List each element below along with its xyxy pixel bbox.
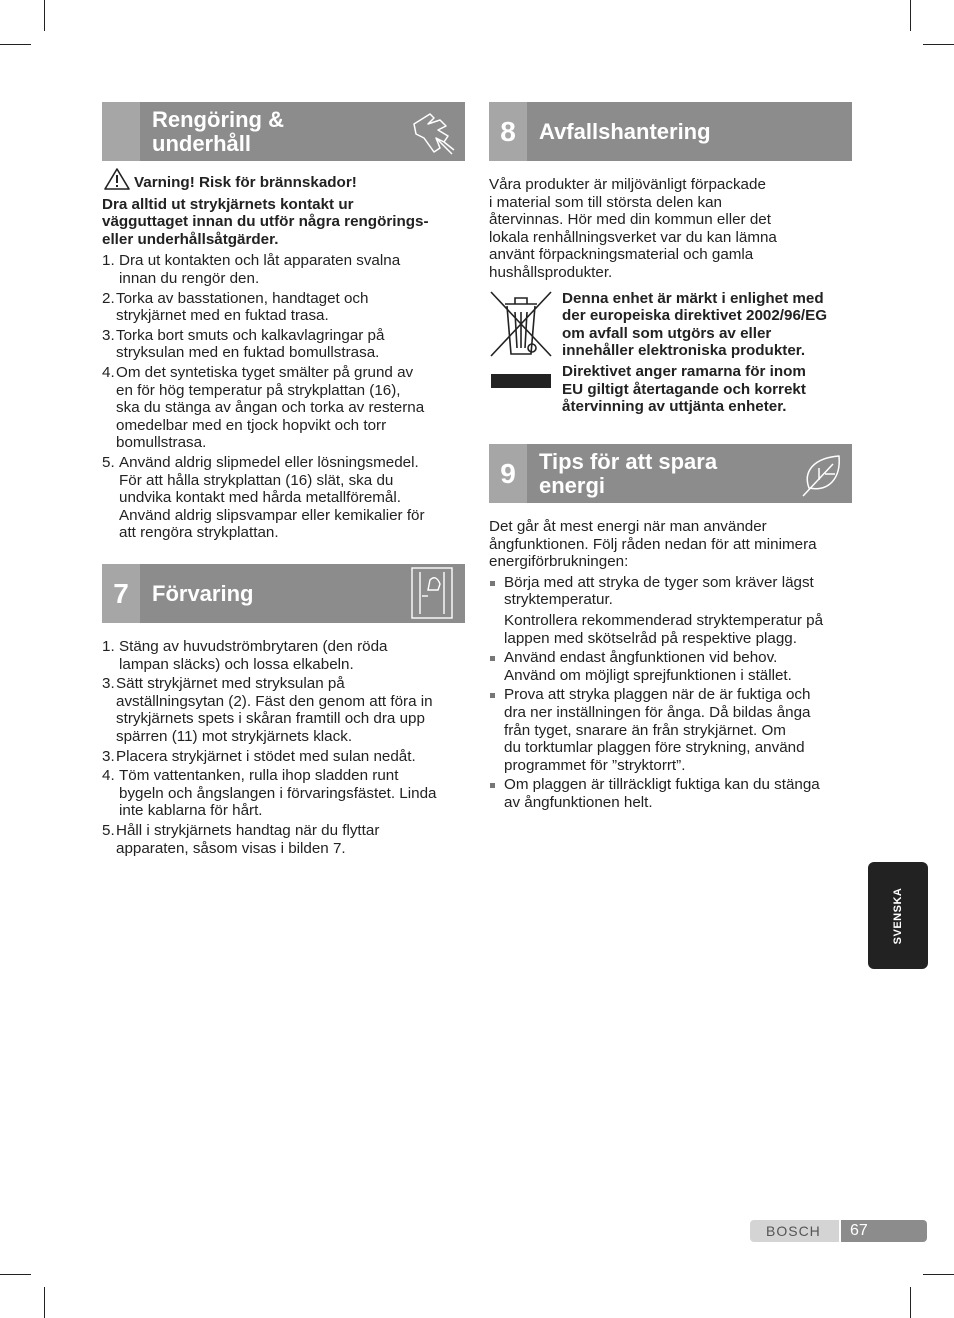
list-item: 3. Sätt strykjärnet med stryksulan på avställningsytan (2). Fäst den genom att föra in strykjärnets spets i skåran framtill och dra upp spärren (11) mot strykjärnets klack. (102, 675, 433, 745)
crossed-bin-icon (489, 290, 553, 394)
weee-block (489, 290, 854, 415)
section-number-blank (102, 102, 140, 161)
warning-triangle-icon (104, 168, 130, 190)
footer-brand-box (750, 1220, 839, 1242)
list-item: 2. Torka av basstationen, handtaget och strykjärnet med en fuktad trasa. (102, 289, 369, 325)
warning-line (102, 174, 467, 192)
list-item: Använd endast ångfunktionen vid behov. Använd om möjligt sprejfunktionen i stället. (489, 649, 855, 684)
list-item: 4. Om det syntetiska tyget smälter på grund av en för hög temperatur på strykplattan (16), ska du stänga av ångan och torka av resterna omedelbar med en tjock hopvikt och torr bomullstrasa. (102, 363, 425, 452)
section-title: Avfallshantering (539, 119, 711, 144)
crop-mark (0, 44, 31, 45)
disposal-content (489, 176, 854, 415)
section-number: 7 (102, 564, 140, 623)
hand-cleaning-icon (408, 108, 458, 158)
list-item: 3. Placera strykjärnet i stödet med sulan nedåt. (102, 747, 416, 765)
section-title: Rengöring & underhåll (152, 107, 284, 156)
crop-mark (910, 1287, 911, 1318)
energy-content (489, 518, 855, 814)
section-number: 9 (489, 444, 527, 503)
crop-mark (923, 44, 954, 45)
crop-mark (910, 0, 911, 31)
language-tab (868, 862, 928, 969)
energy-tips (489, 574, 855, 812)
disposal-intro: Våra produkter är miljövänligt förpackade i material som till största delen kan återvinnas. Hör med din kommun eller det lokala renhållningsverket var du kan lämna använt förpackningsmaterial och gamla hushållsprodukter. (489, 176, 777, 281)
crop-mark (923, 1274, 954, 1275)
section-header-disposal (489, 102, 852, 161)
section-header-cleaning (102, 102, 465, 161)
list-item: Prova att stryka plaggen när de är fuktiga och dra ner inställningen för ånga. Då bildas ånga från tyget, snarare än från strykjärnet. Om du torktumlar plaggen före strykning, använd programmet för ”stryktorrt”. (489, 686, 855, 774)
footer-page-box (841, 1220, 927, 1242)
energy-intro: Det går åt mest energi när man använder ångfunktionen. Följ råden nedan för att minimera energiförbrukningen: (489, 518, 817, 571)
crop-mark (0, 1274, 31, 1275)
crop-mark (44, 0, 45, 31)
leaf-icon (799, 450, 847, 498)
page-number: 67 (850, 1222, 868, 1239)
list-item: 4. Töm vattentanken, rulla ihop sladden runt bygeln och ångslangen i förvaringsfästet. Linda inte kablarna för hårt. (102, 767, 437, 820)
footer-brand: BOSCH (766, 1223, 821, 1239)
list-item: 5. Håll i strykjärnets handtag när du flyttar apparaten, såsom visas i bilden 7. (102, 821, 380, 857)
section-title: Tips för att spara energi (539, 449, 718, 498)
section-header-storage (102, 564, 465, 623)
section-title: Förvaring (152, 581, 254, 606)
list-item: Om plaggen är tillräckligt fuktiga kan du stänga av ångfunktionen helt. (489, 776, 855, 811)
weee-text: Denna enhet är märkt i enlighet med der europeiska direktivet 2002/96/EG om avfall som utgörs av eller innehåller elektroniska produkter. Direktivet anger ramarna för inom EU giltigt återtagande och korrekt återvinning av uttjänta enheter. (562, 289, 828, 416)
language-label: SVENSKA (892, 887, 904, 945)
storage-steps (102, 638, 467, 857)
warning-text: Dra alltid ut strykjärnets kontakt ur vägguttaget innan du utför några rengörings- eller underhållsåtgärder. (102, 195, 429, 248)
section-number: 8 (489, 102, 527, 161)
section-header-energy (489, 444, 852, 503)
warning-title: Varning! Risk för brännskador! (134, 174, 357, 191)
list-item: 3. Torka bort smuts och kalkavlagringar på stryksulan med en fuktad bomullstrasa. (102, 326, 385, 362)
list-item: 1. Dra ut kontakten och låt apparaten svalna innan du rengör den. (102, 252, 401, 287)
list-item: Börja med att stryka de tyger som kräver lägst stryktemperatur. Kontrollera rekommenderad stryktemperatur på lappen med skötselråd på respektive plagg. (489, 574, 855, 647)
cleaning-content (102, 174, 467, 544)
storage-content (102, 638, 467, 859)
list-item: 1. Stäng av huvudströmbrytaren (den röda lampan släcks) och lossa elkabeln. (102, 638, 388, 673)
cleaning-steps (102, 252, 467, 542)
crop-mark (44, 1287, 45, 1318)
storage-icon (408, 566, 458, 620)
list-item: 5. Använd aldrig slipmedel eller lösningsmedel. För att hålla strykplattan (16) slät, ska du undvika kontakt med hårda metallföremål. Använd aldrig slipsvampar eller kemikalier för att rengöra strykplattan. (102, 453, 425, 542)
